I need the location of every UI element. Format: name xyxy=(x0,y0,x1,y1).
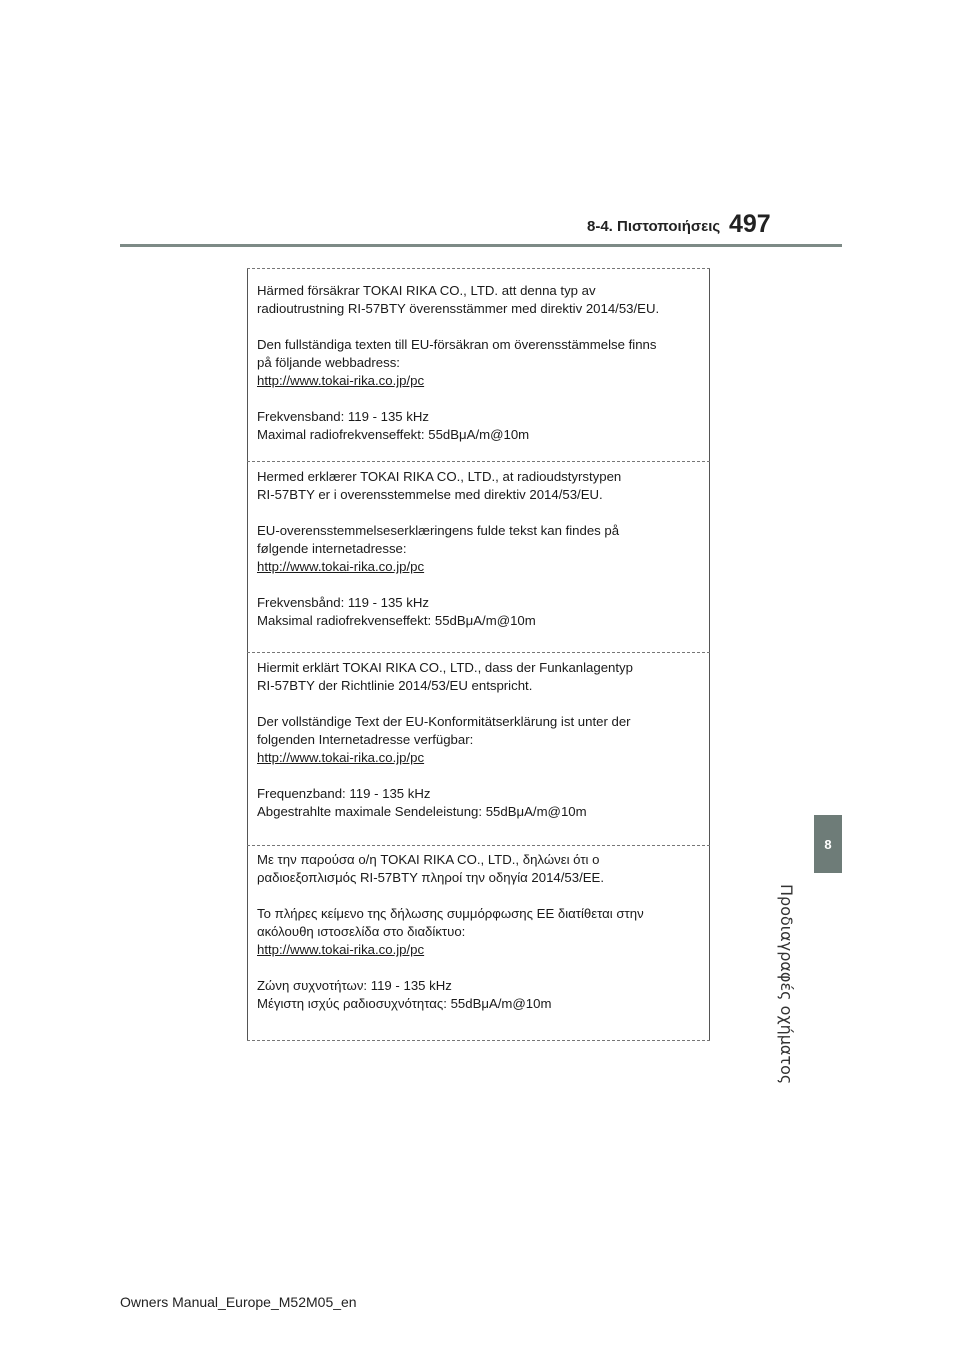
declaration-link[interactable]: http://www.tokai-rika.co.jp/pc xyxy=(257,373,425,388)
divider-1 xyxy=(247,461,710,462)
divider-bottom xyxy=(247,1040,710,1041)
intro-line: Hiermit erklärt TOKAI RIKA CO., LTD., dass der Funkanlagentyp xyxy=(257,660,633,675)
footer-text: Owners Manual_Europe_M52M05_en xyxy=(120,1294,357,1310)
declaration-link[interactable]: http://www.tokai-rika.co.jp/pc xyxy=(257,942,425,957)
intro-line: radioutrustning RI-57BTY överensstämmer med direktiv 2014/53/EU. xyxy=(257,301,660,316)
page-number: 497 xyxy=(729,210,771,238)
power-line: Μέγιστη ισχύς ραδιοσυχνότητας: 55dBμA/m@10m xyxy=(257,996,552,1011)
intro-line: RI-57BTY der Richtlinie 2014/53/EU entspricht. xyxy=(257,678,533,693)
text-line: folgenden Internetadresse verfügbar: xyxy=(257,732,474,747)
header-rule xyxy=(120,244,842,247)
frequency-line: Ζώνη συχνοτήτων: 119 - 135 kHz xyxy=(257,978,452,993)
power-line: Maximal radiofrekvenseffekt: 55dBμA/m@10m xyxy=(257,427,530,442)
chapter-label-text: Προδιαγραφές οχήματος xyxy=(777,884,796,1085)
intro-line: Με την παρούσα ο/η TOKAI RIKA CO., LTD., δηλώνει ότι ο xyxy=(257,852,600,867)
text-line: følgende internetadresse: xyxy=(257,541,407,556)
declaration-swedish xyxy=(257,282,687,444)
declaration-link[interactable]: http://www.tokai-rika.co.jp/pc xyxy=(257,559,425,574)
intro-line: Härmed försäkrar TOKAI RIKA CO., LTD. att denna typ av xyxy=(257,283,596,298)
divider-2 xyxy=(247,652,710,653)
text-line: EU-overensstemmelseserklæringens fulde tekst kan findes på xyxy=(257,523,620,538)
intro-line: RI-57BTY er i overensstemmelse med direktiv 2014/53/EU. xyxy=(257,487,603,502)
declaration-german xyxy=(257,659,687,821)
power-line: Maksimal radiofrekvenseffekt: 55dBμA/m@10m xyxy=(257,613,536,628)
chapter-label xyxy=(777,884,796,1085)
frequency-line: Frekvensband: 119 - 135 kHz xyxy=(257,409,430,424)
text-line: Το πλήρες κείμενο της δήλωσης συμμόρφωσης ΕΕ διατίθεται στην xyxy=(257,906,644,921)
frequency-line: Frekvensbånd: 119 - 135 kHz xyxy=(257,595,430,610)
declaration-danish xyxy=(257,468,687,630)
text-line: Den fullständiga texten till EU-försäkran om överensstämmelse finns xyxy=(257,337,657,352)
power-line: Abgestrahlte maximale Sendeleistung: 55dBμA/m@10m xyxy=(257,804,587,819)
declaration-greek xyxy=(257,851,687,1013)
frequency-line: Frequenzband: 119 - 135 kHz xyxy=(257,786,431,801)
divider-3 xyxy=(247,845,710,846)
text-line: Der vollständige Text der EU-Konformitätserklärung ist unter der xyxy=(257,714,631,729)
text-line: ακόλουθη ιστοσελίδα στο διαδίκτυο: xyxy=(257,924,466,939)
section-title: 8-4. Πιστοποιήσεις xyxy=(587,218,721,235)
declaration-link[interactable]: http://www.tokai-rika.co.jp/pc xyxy=(257,750,425,765)
divider-top xyxy=(247,268,710,269)
chapter-tab[interactable]: 8 xyxy=(814,815,842,873)
intro-line: ραδιοεξοπλισμός RI-57BTY πληροί την οδηγία 2014/53/ΕΕ. xyxy=(257,870,605,885)
intro-line: Hermed erklærer TOKAI RIKA CO., LTD., at radioudstyrstypen xyxy=(257,469,622,484)
text-line: på följande webbadress: xyxy=(257,355,400,370)
